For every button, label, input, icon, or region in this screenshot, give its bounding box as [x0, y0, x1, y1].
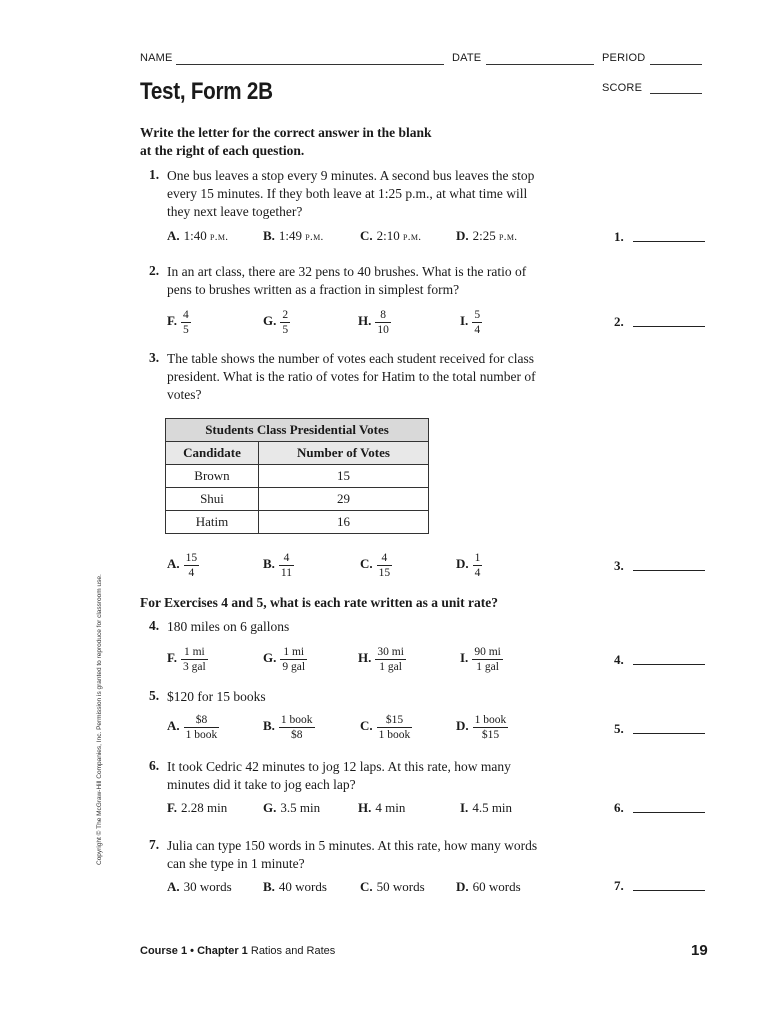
name-label: NAME — [140, 52, 173, 64]
q6-line-2: minutes did it take to jog each lap? — [167, 777, 356, 792]
q6-line-1: It took Cedric 42 minutes to jog 12 laps. At this rate, how many — [167, 759, 511, 774]
footer-course: Course 1 — [140, 945, 188, 957]
answer-label-3: 3. — [614, 558, 624, 573]
table-row: Shui 29 — [166, 488, 429, 511]
period-label: PERIOD — [602, 52, 646, 64]
q5-text: $120 for 15 books — [167, 689, 266, 704]
q4-option-i[interactable]: I. $\frac{90 mi}{\text{1 gal}}$ — [460, 646, 501, 673]
q3-option-a[interactable]: A. $\frac{15}{4}$ — [167, 552, 198, 579]
footer-chapter: Chapter 1 — [197, 945, 248, 957]
q3-number: 3. — [149, 350, 160, 365]
answer-label-6: 6. — [614, 800, 624, 815]
fraction: $\frac{90 mi}{\text{1 gal}}$ — [474, 646, 501, 673]
q2-option-g[interactable]: G. $\frac{2}{5}$ — [263, 309, 289, 336]
q1-option-d[interactable]: D. 2:25 p.m. — [456, 228, 518, 243]
fraction: $\frac{\$8}{\text{1 book}}$ — [185, 714, 218, 741]
fraction: $\frac{\text{1 book}}{\$8}$ — [280, 714, 313, 741]
q5-option-a[interactable]: A. $\frac{\$8}{\text{1 book}}$ — [167, 714, 218, 741]
q1-line-1: One bus leaves a stop every 9 minutes. A second bus leaves the stop — [167, 168, 535, 183]
fraction: $\frac{\text{1 book}}{\$15}$ — [474, 714, 507, 741]
fraction: $\frac{30 mi}{\text{1 gal}}$ — [377, 646, 404, 673]
q7-option-b[interactable]: B. 40 words — [263, 879, 327, 894]
q3-option-c[interactable]: C. $\frac{4}{15}$ — [360, 552, 391, 579]
fraction: $\frac{8}{10}$ — [377, 309, 389, 336]
copyright-notice: Copyright © The McGraw-Hill Companies, Inc. Permission is granted to reproduce for classroom use. — [96, 574, 103, 865]
answer-label-7: 7. — [614, 878, 624, 893]
q2-option-i[interactable]: I. $\frac{5}{4}$ — [460, 309, 481, 336]
period-blank[interactable] — [650, 64, 702, 65]
q4-number: 4. — [149, 618, 160, 633]
q5-option-d[interactable]: D. $\frac{\text{1 book}}{\$15}$ — [456, 714, 507, 741]
q2-number: 2. — [149, 263, 160, 278]
date-label: DATE — [452, 52, 482, 64]
q7-option-a[interactable]: A. 30 words — [167, 879, 232, 894]
q1-line-2: every 15 minutes. If they both leave at 1:25 p.m., at what time will — [167, 186, 528, 201]
q5-number: 5. — [149, 688, 160, 703]
q3-line-3: votes? — [167, 387, 202, 402]
q3-option-d[interactable]: D. $\frac{1}{4}$ — [456, 552, 481, 579]
q2-option-f[interactable]: F. $\frac{4}{5}$ — [167, 309, 189, 336]
footer-chapter-title: Ratios and Rates — [250, 945, 336, 957]
q2-text — [167, 263, 526, 299]
answer-blank-5[interactable] — [633, 733, 705, 734]
q6-option-g[interactable]: G. 3.5 min — [263, 800, 321, 815]
table-header-candidate: Candidate — [166, 442, 259, 465]
q5-option-b[interactable]: B. $\frac{\text{1 book}}{\$8}$ — [263, 714, 313, 741]
answer-blank-1[interactable] — [633, 241, 705, 242]
q1-option-b[interactable]: B. 1:49 p.m. — [263, 228, 324, 243]
q3-line-2: president. What is the ratio of votes for Hatim to the total number of — [167, 369, 536, 384]
table-row: Brown 15 — [166, 465, 429, 488]
q1-option-a[interactable]: A. 1:40 p.m. — [167, 228, 229, 243]
table-row: Hatim 16 — [166, 511, 429, 534]
fraction: $\frac{1 mi}{\text{3 gal}}$ — [183, 646, 206, 673]
q6-number: 6. — [149, 758, 160, 773]
q7-option-d[interactable]: D. 60 words — [456, 879, 521, 894]
q4-option-h[interactable]: H. $\frac{30 mi}{\text{1 gal}}$ — [358, 646, 404, 673]
q7-number: 7. — [149, 837, 160, 852]
fraction: $\frac{4}{5}$ — [183, 309, 189, 336]
answer-label-5: 5. — [614, 721, 624, 736]
q2-option-h[interactable]: H. $\frac{8}{10}$ — [358, 309, 389, 336]
q1-option-c[interactable]: C. 2:10 p.m. — [360, 228, 422, 243]
answer-blank-4[interactable] — [633, 664, 705, 665]
q3-option-b[interactable]: B. $\frac{4}{11}$ — [263, 552, 292, 579]
answer-blank-3[interactable] — [633, 570, 705, 571]
answer-label-1: 1. — [614, 229, 624, 244]
instructions-line-1: Write the letter for the correct answer in the blank — [140, 125, 432, 140]
q7-line-1: Julia can type 150 words in 5 minutes. At this rate, how many words — [167, 838, 538, 853]
q4-text: 180 miles on 6 gallons — [167, 619, 290, 634]
answer-blank-7[interactable] — [633, 890, 705, 891]
q6-option-f[interactable]: F. 2.28 min — [167, 800, 228, 815]
q2-line-1: In an art class, there are 32 pens to 40 brushes. What is the ratio of — [167, 264, 527, 279]
q6-text — [167, 758, 511, 794]
q6-option-i[interactable]: I. 4.5 min — [460, 800, 513, 815]
q3-text — [167, 350, 536, 404]
q6-option-h[interactable]: H. 4 min — [358, 800, 406, 815]
answer-blank-2[interactable] — [633, 326, 705, 327]
fraction: $\frac{15}{4}$ — [185, 552, 198, 579]
q1-number: 1. — [149, 167, 160, 182]
q4-option-g[interactable]: G. $\frac{1 mi}{\text{9 gal}}$ — [263, 646, 306, 673]
answer-blank-6[interactable] — [633, 812, 705, 813]
q1-text — [167, 167, 534, 221]
answer-label-4: 4. — [614, 652, 624, 667]
section-heading: For Exercises 4 and 5, what is each rate written as a unit rate? — [140, 595, 498, 610]
page-number: 19 — [691, 942, 708, 959]
fraction: $\frac{\$15}{\text{1 book}}$ — [378, 714, 411, 741]
date-blank[interactable] — [486, 64, 594, 65]
footer-bullet: • — [190, 945, 194, 957]
instructions — [140, 124, 432, 160]
score-label: SCORE — [602, 82, 643, 94]
q7-option-c[interactable]: C. 50 words — [360, 879, 425, 894]
q7-text — [167, 837, 537, 873]
page-title: Test, Form 2B — [140, 78, 273, 105]
table-header-votes: Number of Votes — [259, 442, 429, 465]
q1-line-3: they next leave together? — [167, 204, 303, 219]
fraction: $\frac{4}{15}$ — [378, 552, 391, 579]
name-blank[interactable] — [176, 64, 444, 65]
fraction: $\frac{5}{4}$ — [474, 309, 481, 336]
fraction: $\frac{4}{11}$ — [280, 552, 292, 579]
votes-table — [165, 418, 429, 534]
q3-line-1: The table shows the number of votes each student received for class — [167, 351, 534, 366]
q5-option-c[interactable]: C. $\frac{\$15}{\text{1 book}}$ — [360, 714, 411, 741]
footer — [140, 945, 335, 957]
answer-label-2: 2. — [614, 314, 624, 329]
q2-line-2: pens to brushes written as a fraction in simplest form? — [167, 282, 460, 297]
instructions-line-2: at the right of each question. — [140, 143, 305, 158]
table-caption: Students Class Presidential Votes — [166, 419, 429, 442]
q7-line-2: can she type in 1 minute? — [167, 856, 305, 871]
score-blank[interactable] — [650, 93, 702, 94]
q4-option-f[interactable]: F. $\frac{1 mi}{\text{3 gal}}$ — [167, 646, 206, 673]
fraction: $\frac{2}{5}$ — [282, 309, 289, 336]
fraction: $\frac{1}{4}$ — [474, 552, 481, 579]
fraction: $\frac{1 mi}{\text{9 gal}}$ — [282, 646, 306, 673]
